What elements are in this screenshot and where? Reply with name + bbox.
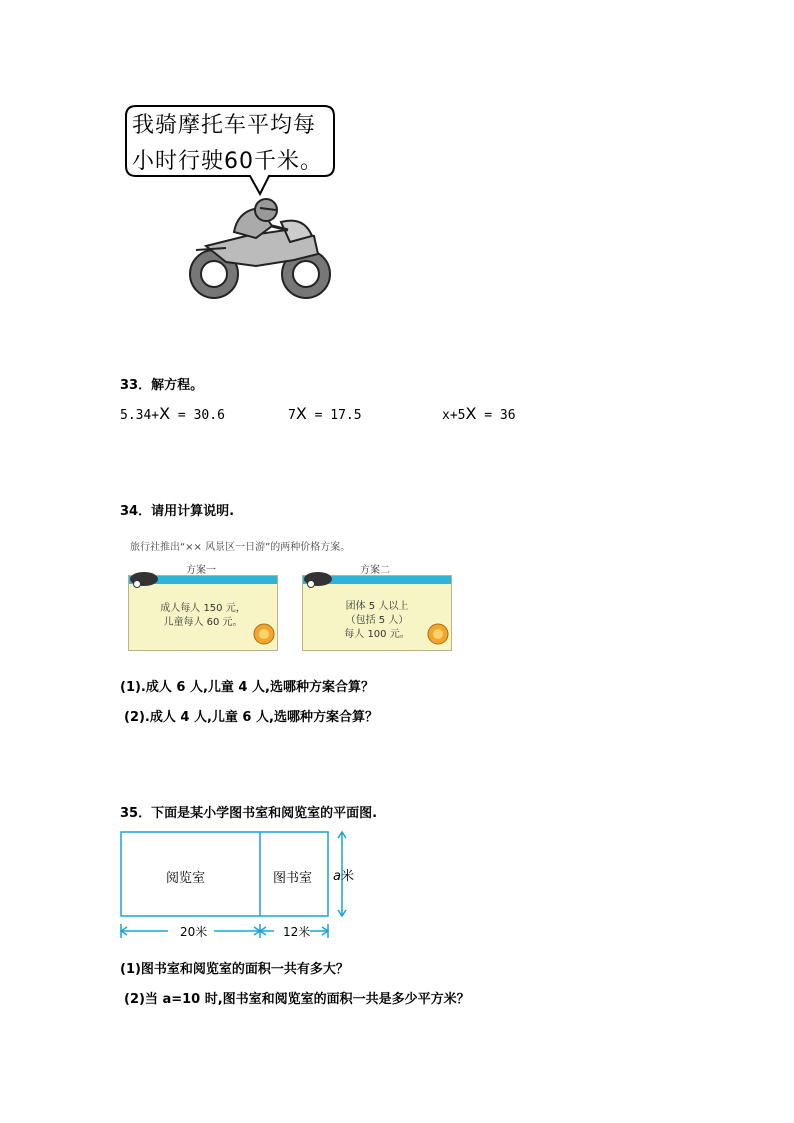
question-35-sub-1: (1)图书室和阅览室的面积一共有多大？ [120, 962, 349, 977]
width-label-reading: 20米 [180, 925, 208, 939]
car-icon [302, 568, 334, 588]
motorcycle-illustration [186, 196, 336, 304]
question-34-title: 34．请用计算说明. [120, 504, 235, 519]
car-icon [128, 568, 160, 588]
equation-1 [120, 404, 225, 423]
bubble-line-1: 我骑摩托车平均每 [132, 113, 317, 138]
equation-2-left: 7 [288, 408, 296, 423]
height-unit: 米 [340, 869, 354, 884]
equation-1-variable: X [159, 404, 171, 423]
room-label-reading: 阅览室 [166, 871, 206, 886]
floor-plan [120, 830, 360, 946]
lion-icon [426, 622, 450, 646]
plan-1-line-2: 儿童每人 60 元。 [163, 617, 243, 628]
height-label [333, 865, 354, 884]
plan-2-line-3: 每人 100 元。 [344, 629, 410, 640]
equation-3-variable: X [465, 404, 477, 423]
question-34-sub-2: (2).成人 4 人,儿童 6 人,选哪种方案合算？ [124, 710, 378, 725]
question-35-sub-2: (2)当 a=10 时,图书室和阅览室的面积一共是多少平方米？ [124, 992, 470, 1007]
equation-1-right: = 30.6 [170, 408, 225, 423]
question-34-sub-1: (1).成人 6 人,儿童 4 人,选哪种方案合算？ [120, 680, 374, 695]
question-33-title: 33．解方程。 [120, 378, 204, 393]
equation-2-variable: X [295, 404, 307, 423]
equation-1-left: 5.34+ [120, 408, 160, 423]
bubble-line-2: 小时行驶60千米。 [132, 149, 323, 174]
equation-2 [288, 404, 362, 423]
question-35-title: 35．下面是某小学图书室和阅览室的平面图. [120, 806, 378, 821]
width-label-library: 12米 [283, 925, 311, 939]
plan-2-line-2: （包括 5 人） [345, 615, 409, 626]
lion-icon [252, 622, 276, 646]
speech-bubble-text [132, 108, 332, 180]
equation-3-left: x+5 [442, 408, 466, 423]
equation-2-right: = 17.5 [306, 408, 362, 423]
equation-3-right: = 36 [476, 408, 516, 423]
plan-2-line-1: 团体 5 人以上 [345, 601, 409, 612]
promo-text: 旅行社推出“×× 风景区一日游”的两种价格方案。 [130, 542, 351, 553]
plan-2-label: 方案二 [360, 565, 390, 576]
height-variable: a [333, 869, 341, 884]
equation-3 [442, 404, 516, 423]
plan-1-label: 方案一 [186, 565, 216, 576]
plan-1-line-1: 成人每人 150 元， [160, 603, 246, 614]
room-label-library: 图书室 [273, 871, 313, 886]
